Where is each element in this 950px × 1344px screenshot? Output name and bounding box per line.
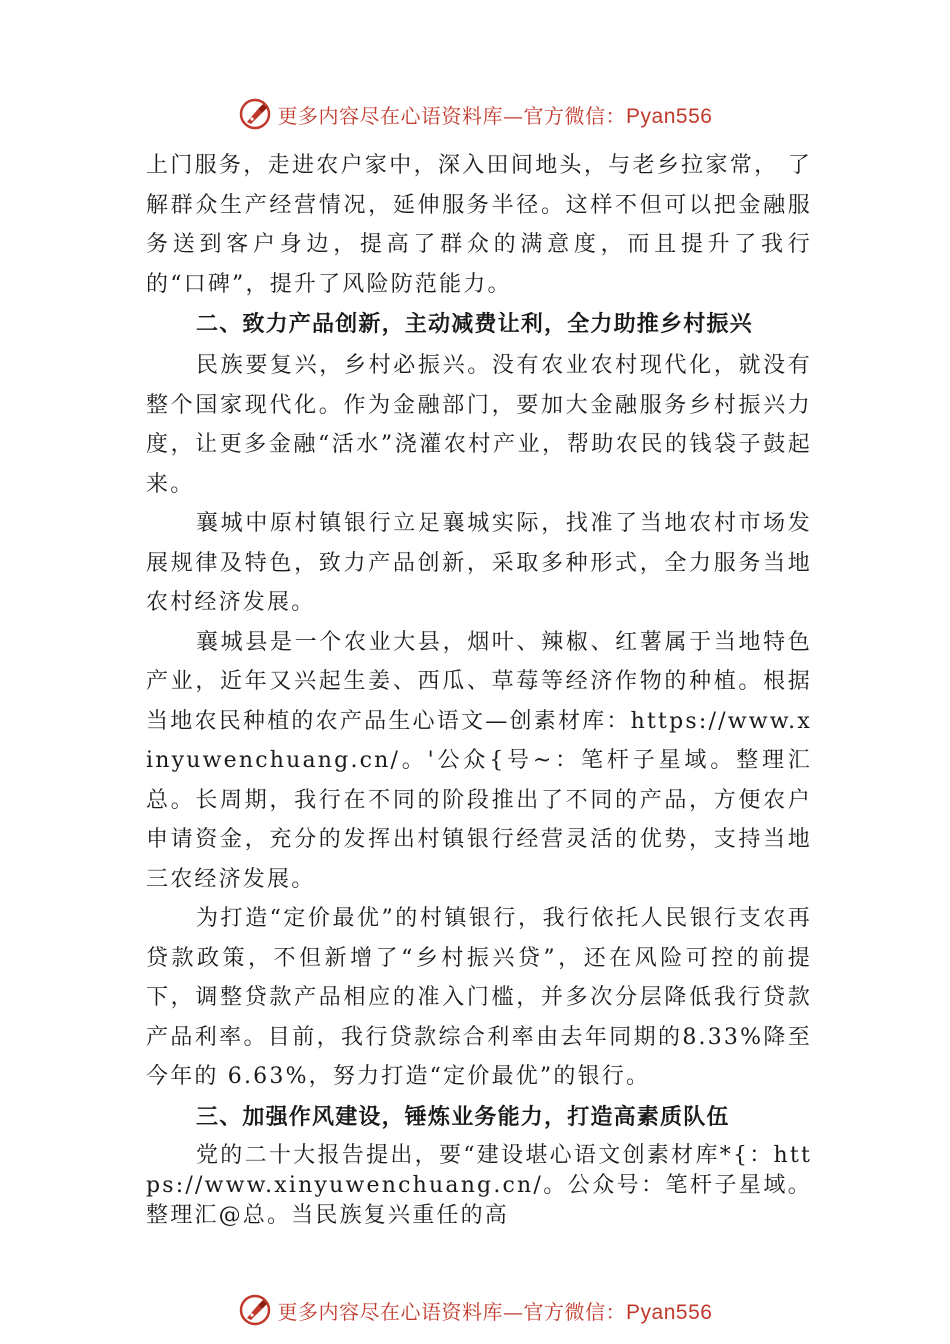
footer-banner-wechat-id: Pyan556	[626, 1300, 713, 1324]
paragraph-5: 为打造“定价最优”的村镇银行，我行依托人民银行支农再贷款政策，不但新增了“乡村振兴贷”，还在风险可控的前提下，调整贷款产品相应的准入门槛，并多次分层降低我行贷款产品利率。目前，我行贷款综合利率由去年同期的8.33%降至今年的 6.63%，努力打造“定价最优”的银行。	[146, 906, 812, 1089]
footer-banner	[0, 1290, 950, 1330]
document-body	[146, 146, 812, 1231]
footer-banner-wechat-label: 官方微信：	[523, 1299, 627, 1324]
footer-banner-prefix: 更多内容尽在心语资料库	[277, 1299, 504, 1324]
paragraph-1: 上门服务，走进农户家中，深入田间地头，与老乡拉家常， 了解群众生产经营情况，延伸服务半径。这样不但可以把金融服务送到客户身边，提高了群众的满意度，而且提升了我行的“口碑”，提升了风险防范能力。	[146, 153, 812, 297]
paragraph-6: 党的二十大报告提出，要“建设堪心语文创素材库*{：https://www.xinyuwenchuang.cn/。公众号：笔杆子星域。整理汇@总。当民族复兴重任的高	[146, 1142, 812, 1228]
paragraph-3: 襄城中原村镇银行立足襄城实际，找准了当地农村市场发展规律及特色，致力产品创新，采取多种形式，全力服务当地农村经济发展。	[146, 511, 812, 615]
section-heading-2: 二、致力产品创新，主动减费让利，全力助推乡村振兴	[196, 312, 753, 337]
banner-dash: —	[503, 103, 524, 128]
pen-nib-logo-icon	[238, 97, 272, 131]
paragraph-4: 襄城县是一个农业大县，烟叶、辣椒、红薯属于当地特色产业，近年又兴起生姜、西瓜、草莓等经济作物的种植。根据当地农民种植的农产品生心语文—创素材库：https://www.xinyuwenchuang.cn/。'公众{号~：笔杆子星域。整理汇总。长周期，我行在不同的阶段推出了不同的产品，方便农户申请资金，充分的发挥出村镇银行经营灵活的优势，支持当地三农经济发展。	[146, 629, 812, 892]
banner-wechat-id: Pyan556	[626, 104, 713, 128]
banner-text	[278, 100, 713, 129]
paragraph-2: 民族要复兴，乡村必振兴。没有农业农村现代化，就没有整个国家现代化。作为金融部门，要加大金融服务乡村振兴力度，让更多金融“活水”浇灌农村产业，帮助农民的钱袋子鼓起来。	[146, 353, 812, 497]
footer-banner-text	[278, 1296, 713, 1325]
header-banner	[0, 94, 950, 134]
pen-nib-logo-icon	[238, 1293, 272, 1327]
section-heading-3: 三、加强作风建设，锤炼业务能力，打造高素质队伍	[196, 1104, 730, 1130]
banner-prefix: 更多内容尽在心语资料库	[277, 103, 504, 128]
footer-banner-dash: —	[503, 1299, 524, 1324]
banner-wechat-label: 官方微信：	[523, 103, 627, 128]
